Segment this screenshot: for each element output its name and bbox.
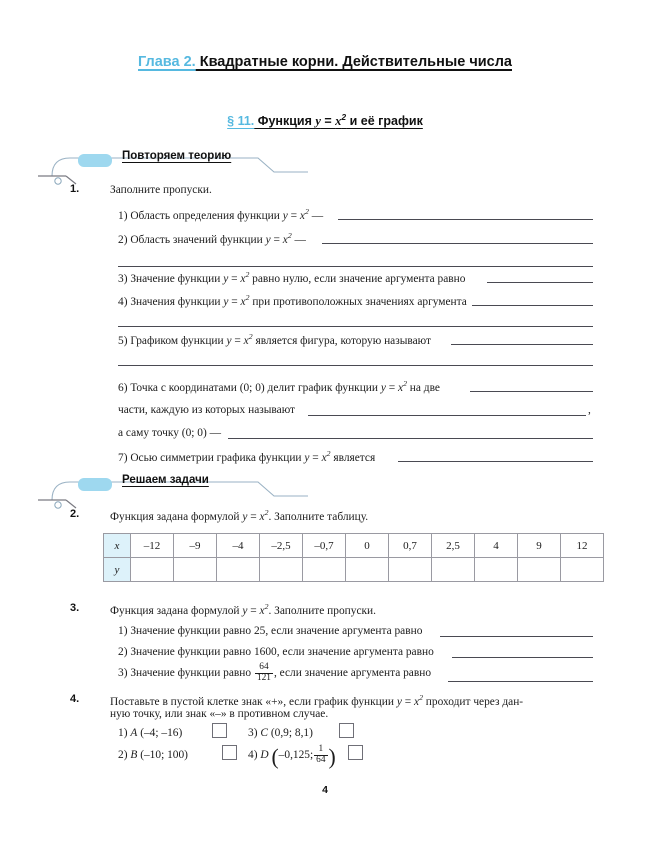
page-number: 4	[322, 784, 328, 796]
table-cell-y[interactable]	[475, 558, 518, 582]
table-cell-y[interactable]	[174, 558, 217, 582]
table-cell-x: 4	[475, 534, 518, 558]
paren-open-icon: (	[271, 744, 279, 769]
fraction-1-64: $\frac{1}{64}$	[316, 744, 326, 765]
table-cell-x: 9	[518, 534, 561, 558]
chapter-name: Квадратные корни. Действительные числа	[195, 54, 512, 70]
fraction-64-121: $\frac{64}{121}$	[256, 662, 271, 683]
answer-rule[interactable]	[118, 266, 593, 267]
checkbox-point-d[interactable]	[348, 745, 363, 760]
answer-rule[interactable]	[451, 344, 593, 345]
exercise-2-number: 2.	[70, 508, 80, 520]
banner-chip-icon	[78, 154, 112, 167]
exercise-1-item-6: 6) Точка с координатами (0; 0) делит график функции $y = x^2$ на две	[118, 379, 440, 394]
answer-rule[interactable]	[118, 365, 593, 366]
table-cell-y[interactable]	[303, 558, 346, 582]
answer-rule[interactable]	[470, 391, 593, 392]
answer-rule[interactable]	[118, 326, 593, 327]
exercise-4-item-1: 1) A (–4; –16)	[118, 727, 183, 739]
answer-rule[interactable]	[472, 305, 593, 306]
table-header-y: y	[104, 558, 131, 582]
banner-label: Решаем задачи	[122, 474, 209, 486]
table-cell-x: –2,5	[260, 534, 303, 558]
table-cell-y[interactable]	[432, 558, 475, 582]
exercise-1-item-6-line3: а саму точку (0; 0) —	[118, 427, 222, 439]
answer-rule[interactable]	[448, 681, 593, 682]
answer-rule[interactable]	[398, 461, 593, 462]
chapter-number: Глава 2.	[138, 54, 196, 70]
answer-rule[interactable]	[338, 219, 593, 220]
exercise-3-item-2: 2) Значение функции равно 1600, если значение аргумента равно	[118, 646, 434, 658]
exercise-4-item-2: 2) B (–10; 100)	[118, 749, 188, 761]
table-cell-x: 0	[346, 534, 389, 558]
table-header-x: x	[104, 534, 131, 558]
answer-rule[interactable]	[487, 282, 593, 283]
exercise-3-number: 3.	[70, 602, 80, 614]
exercise-1-item-6-comma: ,	[588, 404, 591, 416]
exercise-4-item-3: 3) C (0,9; 8,1)	[248, 727, 313, 739]
table-cell-y[interactable]	[260, 558, 303, 582]
checkbox-point-b[interactable]	[222, 745, 237, 760]
table-row-y	[104, 558, 604, 582]
checkbox-point-a[interactable]	[212, 723, 227, 738]
banner-solve-problems	[36, 472, 316, 512]
exercise-4-prompt-line1: Поставьте в пустой клетке знак «+», если график функции $y = x^2$ проходит через дан-	[110, 693, 524, 708]
banner-label: Повторяем теорию	[122, 150, 232, 162]
table-cell-x: 12	[561, 534, 604, 558]
section-formula-x: x	[335, 114, 342, 129]
table-cell-y[interactable]	[131, 558, 174, 582]
table-cell-y[interactable]	[217, 558, 260, 582]
section-formula-y: y	[315, 114, 321, 129]
paren-close-icon: )	[328, 744, 336, 769]
exercise-2-prompt: Функция задана формулой $y = x^2$. Заполните таблицу.	[110, 508, 369, 523]
values-table	[103, 533, 604, 582]
exercise-3-item-3: 3) Значение функции равно $\frac{64}{121}$ , если значение аргумента равно	[118, 662, 432, 683]
chapter-title	[0, 54, 650, 70]
banner-repeat-theory	[36, 148, 316, 188]
table-cell-y[interactable]	[518, 558, 561, 582]
exercise-1-prompt: Заполните пропуски.	[110, 184, 212, 196]
section-text-before: Функция	[254, 114, 316, 129]
exercise-1-item-1: 1) Область определения функции $y = x^2$ —	[118, 207, 324, 222]
exercise-1-item-3: 3) Значение функции $y = x^2$ равно нулю, если значение аргумента равно	[118, 270, 466, 285]
exercise-1-item-5: 5) Графиком функции $y = x^2$ является фигура, которую называют	[118, 332, 431, 347]
table-cell-y[interactable]	[561, 558, 604, 582]
answer-rule[interactable]	[308, 415, 586, 416]
table-row-x	[104, 534, 604, 558]
exercise-4-number: 4.	[70, 693, 80, 705]
answer-rule[interactable]	[322, 243, 593, 244]
section-text-after: и её график	[346, 114, 423, 129]
exercise-1-number: 1.	[70, 183, 80, 195]
table-cell-x: –9	[174, 534, 217, 558]
section-formula-eq: =	[320, 114, 336, 129]
table-cell-y[interactable]	[346, 558, 389, 582]
exercise-3-item-1: 1) Значение функции равно 25, если значение аргумента равно	[118, 625, 423, 637]
banner-chip-icon	[78, 478, 112, 491]
section-formula-exponent: 2	[341, 112, 347, 122]
exercise-4-prompt-line2: ную точку, или знак «–» в противном случае.	[110, 708, 329, 720]
table-cell-x: –4	[217, 534, 260, 558]
exercise-1-item-2: 2) Область значений функции $y = x^2$ —	[118, 231, 306, 246]
table-cell-x: 0,7	[389, 534, 432, 558]
exercise-1-item-7: 7) Осью симметрии графика функции $y = x^2$ является	[118, 449, 376, 464]
exercise-1-item-4: 4) Значения функции $y = x^2$ при противоположных значениях аргумента	[118, 293, 467, 308]
exercise-3-prompt: Функция задана формулой $y = x^2$. Заполните пропуски.	[110, 602, 376, 617]
answer-rule[interactable]	[440, 636, 593, 637]
section-number: § 11.	[227, 114, 255, 129]
checkbox-point-c[interactable]	[339, 723, 354, 738]
section-title	[0, 112, 650, 129]
table-cell-x: –12	[131, 534, 174, 558]
table-cell-y[interactable]	[389, 558, 432, 582]
answer-rule[interactable]	[228, 438, 593, 439]
exercise-1-item-6-line2: части, каждую из которых называют	[118, 404, 296, 416]
exercise-4-item-4: 4) D (–0,125; $\frac{1}{64}$ )	[248, 744, 336, 769]
answer-rule[interactable]	[452, 657, 593, 658]
table-cell-x: 2,5	[432, 534, 475, 558]
table-cell-x: –0,7	[303, 534, 346, 558]
